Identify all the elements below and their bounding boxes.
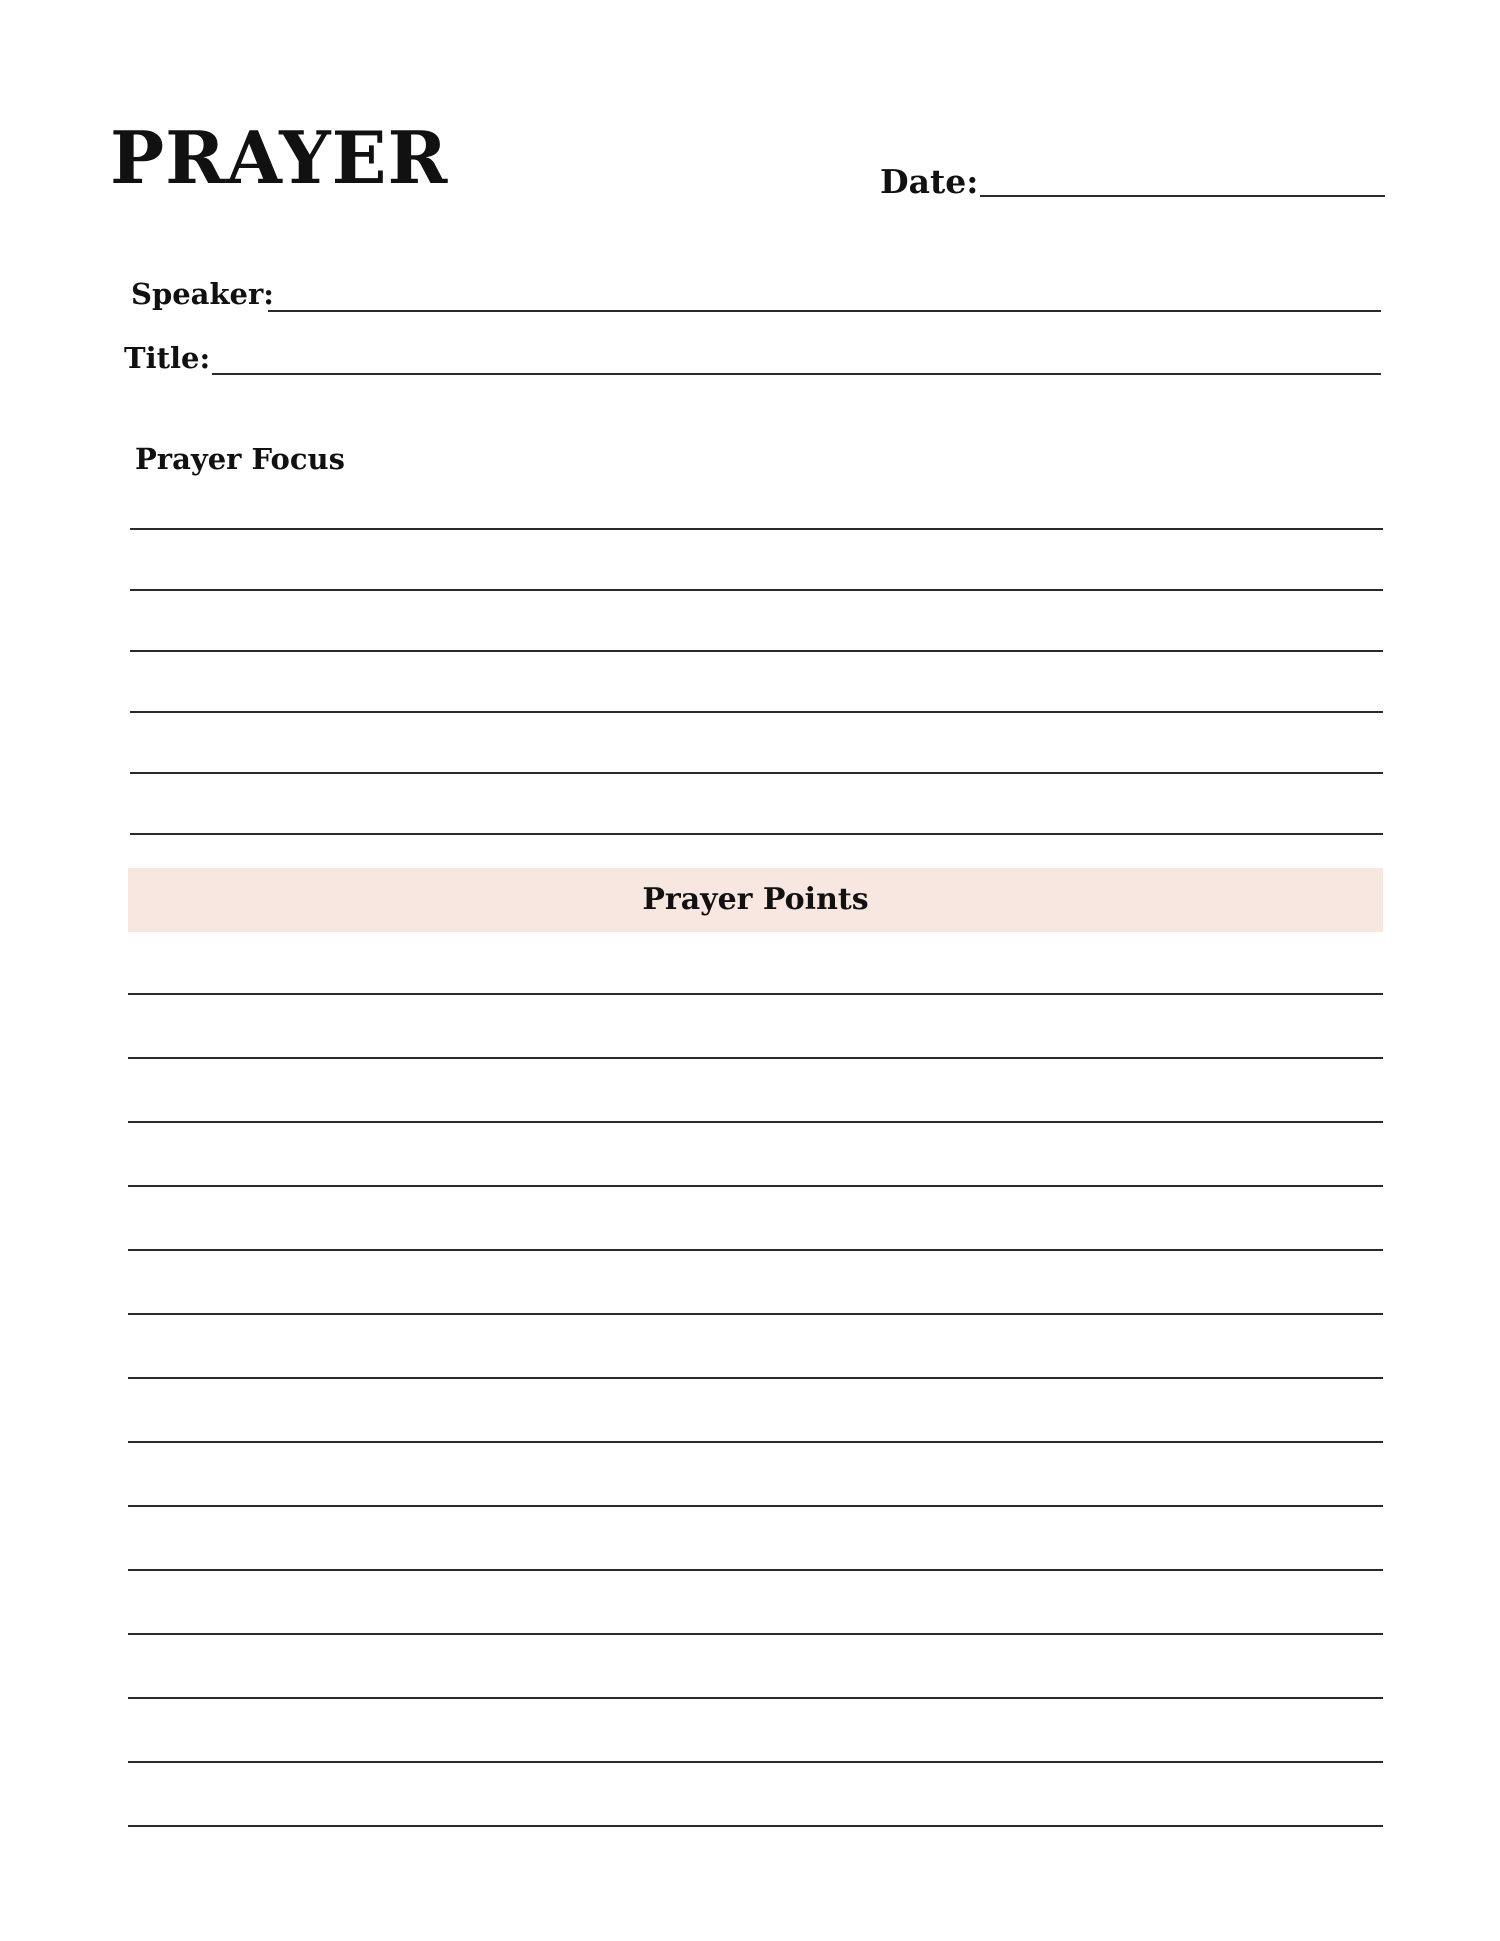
prayer-points-line[interactable] [128,1505,1383,1507]
page-title: PRAYER [110,115,449,200]
prayer-points-line[interactable] [128,1249,1383,1251]
prayer-focus-line[interactable] [130,772,1383,774]
prayer-points-line[interactable] [128,1633,1383,1635]
prayer-points-line[interactable] [128,1313,1383,1315]
prayer-points-line[interactable] [128,1121,1383,1123]
speaker-field[interactable] [268,310,1381,312]
prayer-points-line[interactable] [128,1825,1383,1827]
prayer-points-line[interactable] [128,1697,1383,1699]
prayer-points-line[interactable] [128,1441,1383,1443]
title-field[interactable] [212,373,1381,375]
prayer-points-line[interactable] [128,1185,1383,1187]
prayer-points-heading: Prayer Points [642,882,869,917]
speaker-label: Speaker: [131,277,274,311]
prayer-points-line[interactable] [128,1377,1383,1379]
prayer-focus-heading: Prayer Focus [135,442,345,476]
prayer-focus-line[interactable] [130,528,1383,530]
date-label: Date: [880,162,979,201]
date-field[interactable] [980,195,1385,197]
prayer-focus-line[interactable] [130,833,1383,835]
title-label: Title: [124,341,211,375]
prayer-focus-line[interactable] [130,589,1383,591]
prayer-points-line[interactable] [128,1569,1383,1571]
prayer-points-banner [128,868,1383,932]
prayer-focus-line[interactable] [130,650,1383,652]
prayer-points-line[interactable] [128,1761,1383,1763]
prayer-points-line[interactable] [128,1057,1383,1059]
prayer-focus-line[interactable] [130,711,1383,713]
prayer-points-line[interactable] [128,993,1383,995]
